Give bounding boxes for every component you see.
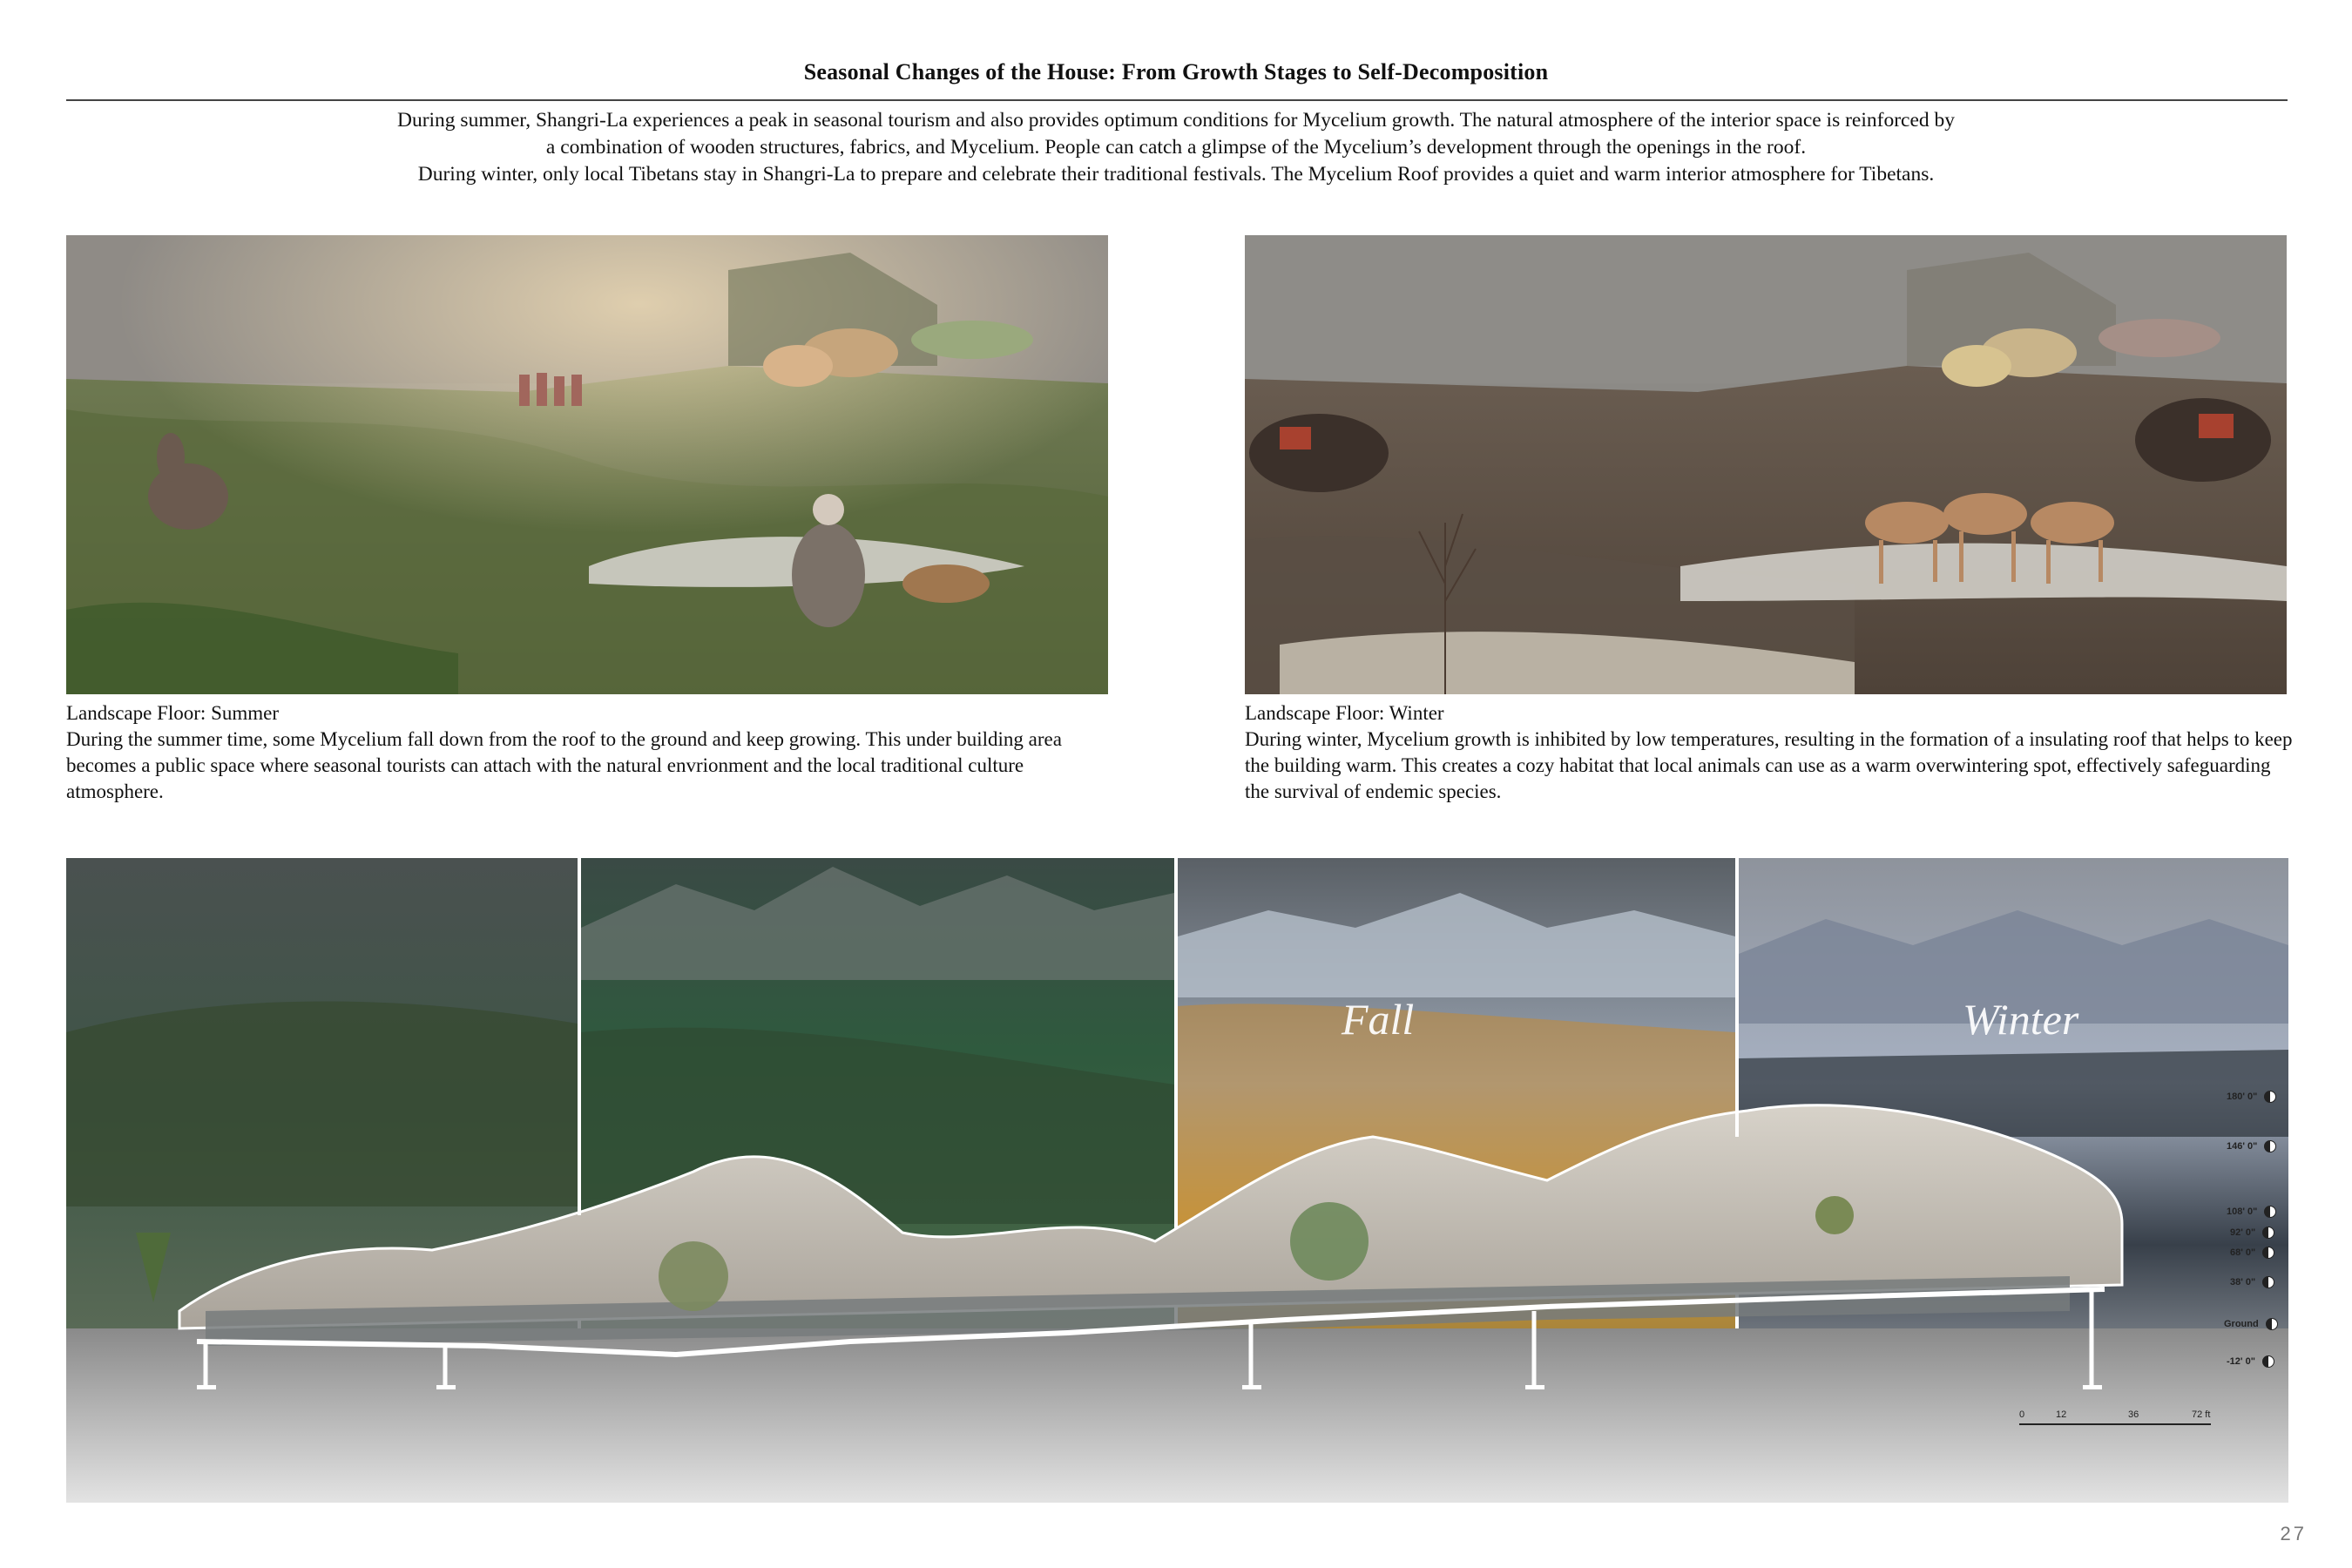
level-marker	[2227, 1091, 2276, 1103]
summer-landscape-image	[66, 235, 1108, 694]
scale-bar	[2019, 1409, 2221, 1436]
level-label: 92' 0"	[2230, 1227, 2256, 1238]
summer-caption-text: During the summer time, some Mycelium fall down from the roof to the ground and keep growing. This under building area becomes a public space where seasonal tourists can attach with the natural envrionment and the local traditional culture atmosphere.	[66, 728, 1062, 802]
level-marker	[2227, 1355, 2274, 1368]
level-label: 180' 0"	[2227, 1091, 2258, 1102]
title-divider	[66, 99, 2288, 101]
level-label: 38' 0"	[2230, 1276, 2256, 1288]
level-marker	[2227, 1140, 2276, 1152]
building-section-drawing	[66, 858, 2288, 1503]
level-marker	[2224, 1318, 2278, 1330]
season-label-fall: Fall	[1342, 995, 1415, 1044]
intro-line: a combination of wooden structures, fabrics, and Mycelium. People can catch a glimpse of the Mycelium’s development through the openings in the roof.	[545, 136, 1807, 159]
winter-caption	[1245, 700, 2299, 805]
level-label: -12' 0"	[2227, 1355, 2255, 1367]
winter-landscape-image	[1245, 235, 2287, 694]
intro-line: During winter, only local Tibetans stay in Shangri-La to prepare and celebrate their traditional festivals. The Mycelium Roof provides a quiet and warm interior atmosphere for Tibetans.	[417, 163, 1935, 186]
season-label-winter: Winter	[1963, 995, 2079, 1044]
scale-label: 12	[2056, 1409, 2067, 1420]
page-number: 27	[2280, 1523, 2307, 1544]
scale-label: 36	[2128, 1409, 2139, 1420]
scale-label: 0	[2019, 1409, 2025, 1420]
level-marker	[2230, 1276, 2274, 1288]
intro-line: During summer, Shangri-La experiences a peak in seasonal tourism and also provides optimum conditions for Mycelium growth. The natural atmosphere of the interior space is reinforced by	[396, 109, 1956, 132]
level-label: Ground	[2224, 1318, 2259, 1329]
intro-paragraph	[0, 107, 2352, 188]
level-marker	[2230, 1247, 2274, 1259]
winter-caption-heading: Landscape Floor: Winter	[1245, 702, 1444, 724]
level-label: 68' 0"	[2230, 1247, 2256, 1258]
level-marker	[2227, 1206, 2276, 1218]
winter-caption-text: During winter, Mycelium growth is inhibited by low temperatures, resulting in the formation of a insulating roof that helps to keep the building warm. This creates a cozy habitat that local animals can use as a warm overwintering spot, effectively safeguarding the survival of endemic species.	[1245, 728, 2293, 802]
summer-caption	[66, 700, 1120, 805]
level-label: 108' 0"	[2227, 1206, 2258, 1217]
page-title: Seasonal Changes of the House: From Growth Stages to Self-Decomposition	[803, 59, 1549, 84]
summer-caption-heading: Landscape Floor: Summer	[66, 702, 280, 724]
level-marker	[2230, 1227, 2274, 1239]
level-label: 146' 0"	[2227, 1140, 2258, 1152]
scale-label: 72 ft	[2192, 1409, 2211, 1420]
